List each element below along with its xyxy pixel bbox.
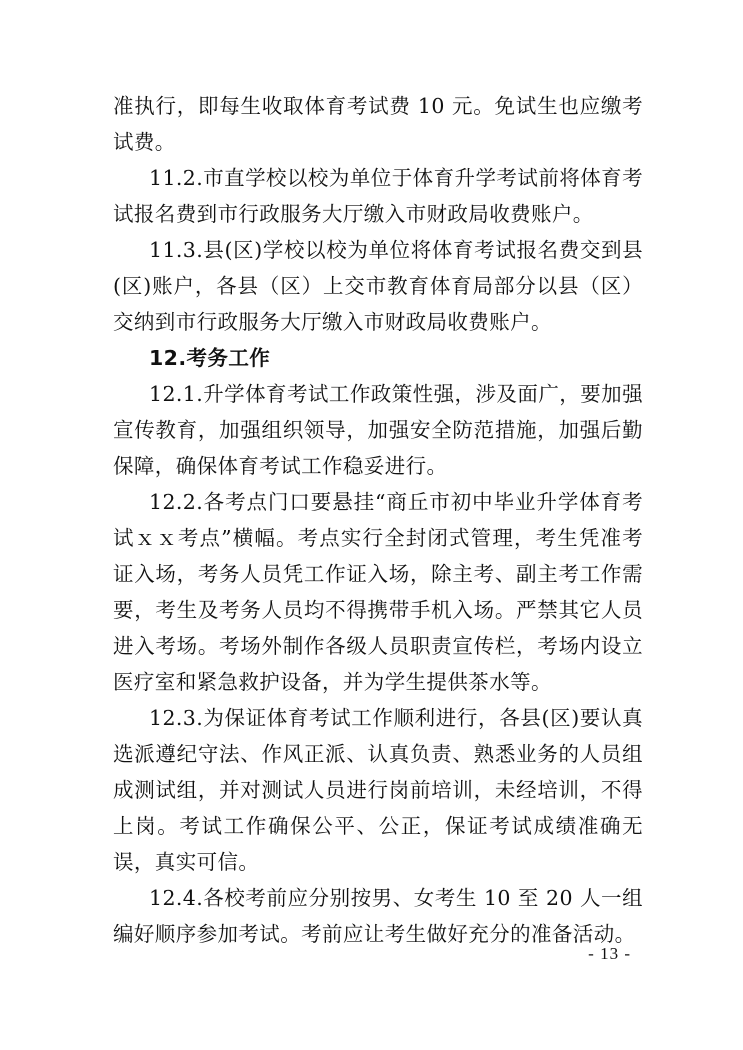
section-heading-12: 12.考务工作 (149, 346, 271, 370)
paragraph-11-3: 11.3.县(区)学校以校为单位将体育考试报名费交到县(区)账户，各县（区）上交市教育体育局部分以县（区）交纳到市行政服务大厅缴入市财政局收费账户。 (113, 238, 643, 334)
page-number: - 13 - (588, 944, 631, 963)
paragraph-12-4: 12.4.各校考前应分别按男、女考生 10 至 20 人一组编好顺序参加考试。考前应让考生做好充分的准备活动。 (113, 886, 643, 946)
paragraph-12-1: 12.1.升学体育考试工作政策性强，涉及面广，要加强宣传教育，加强组织领导，加强安全防范措施，加强后勤保障，确保体育考试工作稳妥进行。 (113, 382, 643, 478)
paragraph-12-2: 12.2.各考点门口要悬挂“商丘市初中毕业升学体育考试ｘｘ考点”横幅。考点实行全封闭式管理，考生凭准考证入场，考务人员凭工作证入场，除主考、副主考工作需要，考生及考务人员均不得携带手机入场。严禁其它人员进入考场。考场外制作各级人员职责宣传栏，考场内设立医疗室和紧急救护设备，并为学生提供茶水等。 (113, 490, 643, 694)
paragraph-12-3: 12.3.为保证体育考试工作顺利进行，各县(区)要认真选派遵纪守法、作风正派、认真负责、熟悉业务的人员组成测试组，并对测试人员进行岗前培训，未经培训，不得上岗。考试工作确保公平、公正，保证考试成绩准确无误，真实可信。 (113, 706, 643, 874)
document-body (113, 88, 643, 952)
paragraph-11-2: 11.2.市直学校以校为单位于体育升学考试前将体育考试报名费到市行政服务大厅缴入市财政局收费账户。 (113, 166, 643, 226)
paragraph-fee-continuation: 准执行，即每生收取体育考试费 10 元。免试生也应缴考试费。 (113, 94, 643, 154)
